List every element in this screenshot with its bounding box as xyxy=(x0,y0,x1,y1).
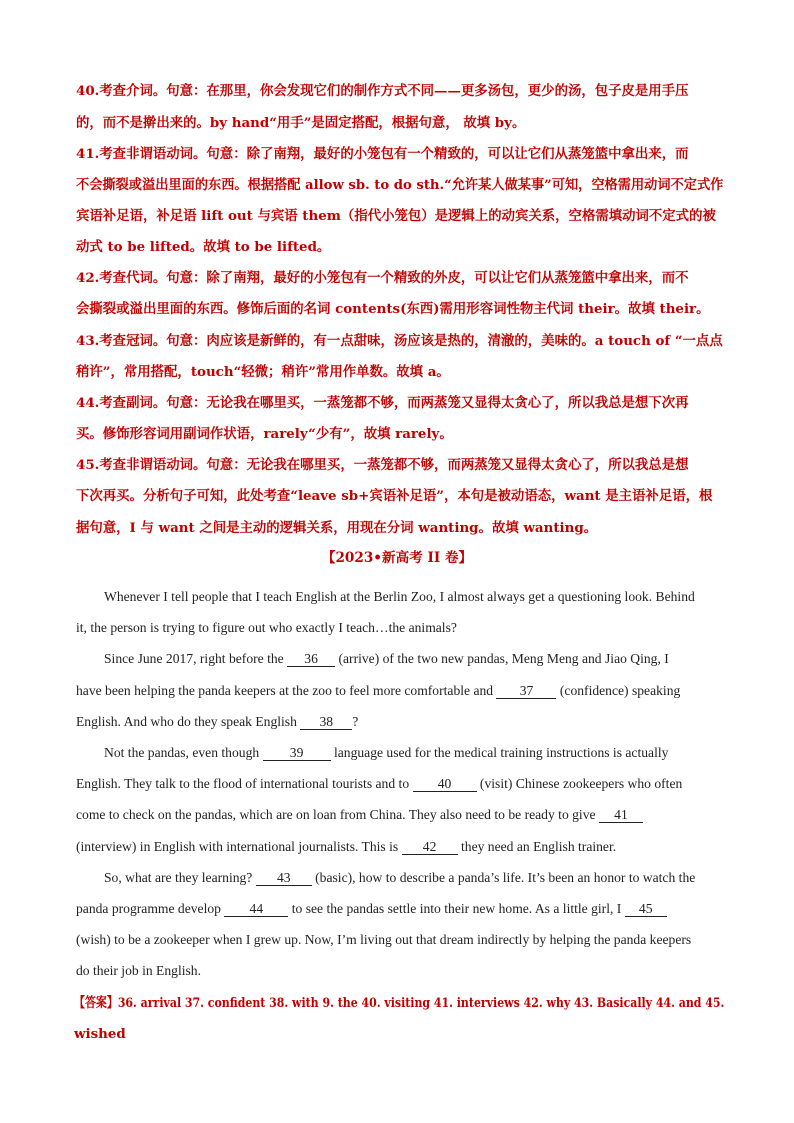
passage-line-9: (interview) in English with international journalists. This is 42 they need an English trainer. xyxy=(76,839,617,854)
explanation-43-line-1: 43.考查冠词。句意：肉应该是新鲜的，有一点甜味，汤应该是热的，清澈的，美味的。a touch of “一点点 xyxy=(76,333,723,349)
explanation-45-line-3: 据句意，I 与 want 之间是主动的逻辑关系，用现在分词 wanting。故填 wanting。 xyxy=(76,520,598,536)
blank-41: 41 xyxy=(599,807,643,823)
passage-line-11: panda programme develop 44 to see the pandas settle into their new home. As a little girl, I 45 xyxy=(76,900,667,918)
blank-38: 38 xyxy=(300,714,352,730)
passage-line-7: English. They talk to the flood of international tourists and to 40 (visit) Chinese zookeepers who often xyxy=(76,776,683,791)
blank-36: 36 xyxy=(287,651,335,667)
explanation-40-line-2: 的，而不是擀出来的。by hand“用手”是固定搭配，根据句意， 故填 by。 xyxy=(76,115,526,131)
explanation-44-line-2: 买。修饰形容词用副词作状语，rarely“少有”，故填 rarely。 xyxy=(76,426,453,442)
blank-45: 45 xyxy=(625,901,667,917)
explanation-41-line-4: 动式 to be lifted。故填 to be lifted。 xyxy=(76,239,331,255)
explanation-40-line-1: 40.考查介词。句意：在那里，你会发现它们的制作方式不同——更多汤包，更少的汤，包子皮是用手压 xyxy=(76,83,689,99)
passage-line-3: Since June 2017, right before the 36 (arrive) of the two new pandas, Meng Meng and Jiao Qing, I xyxy=(104,651,669,666)
passage-line-4: have been helping the panda keepers at the zoo to feel more comfortable and 37 (confidence) speaking xyxy=(76,683,681,698)
explanation-44-line-1: 44.考查副词。句意：无论我在哪里买，一蒸笼都不够，而两蒸笼又显得太贪心了，所以我总是想下次再 xyxy=(76,395,689,411)
explanation-43-line-2: 稍许”，常用搭配，touch“轻微；稍许”常用作单数。故填 a。 xyxy=(76,364,450,380)
passage-line-6: Not the pandas, even though 39 language used for the medical training instructions is actually xyxy=(104,745,669,760)
blank-40: 40 xyxy=(413,776,477,792)
explanation-45-line-2: 下次再买。分析句子可知，此处考查“leave sb+宾语补足语”，本句是被动语态，want 是主语补足语，根 xyxy=(76,488,713,504)
explanation-41-line-3: 宾语补足语，补足语 lift out 与宾语 them（指代小笼包）是逻辑上的动宾关系，空格需填动词不定式的被 xyxy=(76,208,716,224)
explanation-41-line-1: 41.考查非谓语动词。句意：除了南翔，最好的小笼包有一个精致的，可以让它们从蒸笼篮中拿出来，而 xyxy=(76,146,689,162)
explanation-42-line-1: 42.考查代词。句意：除了南翔，最好的小笼包有一个精致的外皮，可以让它们从蒸笼篮中拿出来，而不 xyxy=(76,270,689,286)
blank-44: 44 xyxy=(224,901,288,917)
explanation-45-line-1: 45.考查非谓语动词。句意：无论我在哪里买，一蒸笼都不够，而两蒸笼又显得太贪心了，所以我总是想 xyxy=(76,457,689,473)
explanation-41-line-2: 不会撕裂或溢出里面的东西。根据搭配 allow sb. to do sth.“允许某人做某事”可知，空格需用动词不定式作 xyxy=(76,177,724,193)
passage-line-2: it, the person is trying to figure out who exactly I teach…the animals? xyxy=(76,620,457,635)
passage-line-5: English. And who do they speak English 38 ? xyxy=(76,714,359,729)
blank-37: 37 xyxy=(496,683,556,699)
section-title: 【2023•新高考 II 卷】 xyxy=(321,550,473,566)
blank-43: 43 xyxy=(256,870,312,886)
passage-line-1: Whenever I tell people that I teach English at the Berlin Zoo, I almost always get a questioning look. Behind xyxy=(104,589,695,604)
passage-line-10: So, what are they learning? 43 (basic), how to describe a panda’s life. It’s been an honor to watch the xyxy=(104,870,696,885)
explanation-42-line-2: 会撕裂或溢出里面的东西。修饰后面的名词 contents(东西)需用形容词性物主代词 their。故填 their。 xyxy=(76,301,710,317)
answer-line-1: 【答案】36. arrival 37. confident 38. with 9. the 40. visiting 41. interviews 42. why 43. Basically 44. and 45. xyxy=(74,995,725,1011)
answer-line-2: wished xyxy=(74,1026,126,1042)
passage-line-8: come to check on the pandas, which are on loan from China. They also need to be ready to give 41 xyxy=(76,806,643,824)
blank-42: 42 xyxy=(402,839,458,855)
blank-39: 39 xyxy=(263,745,331,761)
passage-line-13: do their job in English. xyxy=(76,963,201,978)
passage-line-12: (wish) to be a zookeeper when I grew up. Now, I’m living out that dream indirectly by helping the panda keepers xyxy=(76,932,692,947)
